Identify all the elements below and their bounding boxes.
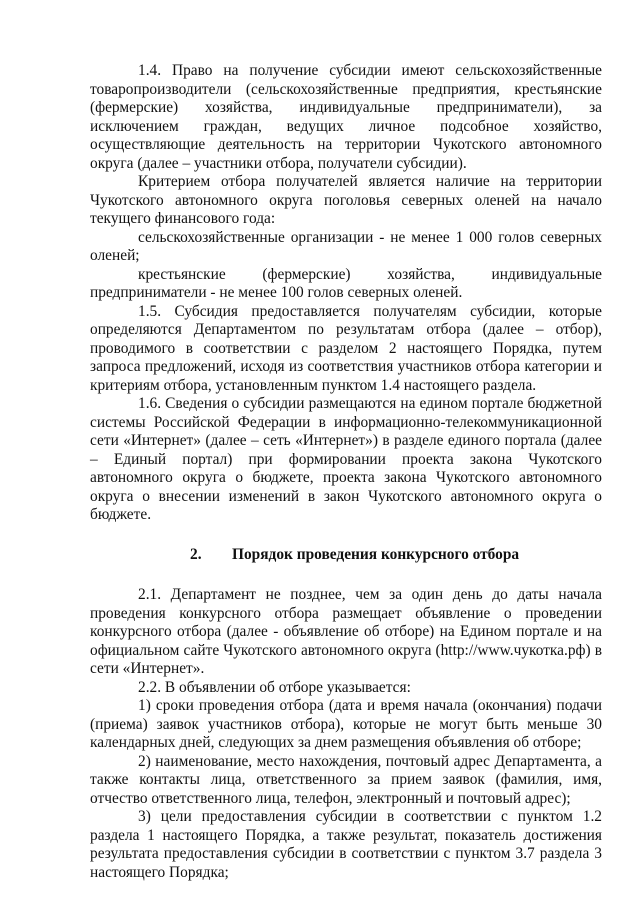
paragraph-criterion-farms: крестьянские (фермерские) хозяйства, индивидуальные предприниматели - не менее 100 голов северных оленей. xyxy=(90,265,602,301)
paragraph-2-2-item-2: 2) наименование, место нахождения, почтовый адрес Департамента, а также контакты лица, ответственного за прием заявок (фамилия, имя, отчество ответственного лица, телефон, электронный и почтовый адрес); xyxy=(90,752,602,807)
paragraph-criterion-organizations: сельскохозяйственные организации - не менее 1 000 голов северных оленей; xyxy=(90,228,602,264)
section-2-number: 2. xyxy=(190,545,202,563)
paragraph-2-2-item-3: 3) цели предоставления субсидии в соответствии с пунктом 1.2 раздела 1 настоящего Порядка, а также результат, показатель достижения результата предоставления субсидии в соответствии с пунктом 3.7 раздела 3 настоящего Порядка; xyxy=(90,808,602,881)
paragraph-selection-criterion: Критерием отбора получателей является наличие на территории Чукотского автономного округа поголовья северных оленей на начало текущего финансового года: xyxy=(90,173,602,227)
document-page xyxy=(90,62,602,882)
paragraph-1-6: 1.6. Сведения о субсидии размещаются на едином портале бюджетной системы Российской Федерации в информационно-телекоммуникационной сети «Интернет» (далее – сеть «Интернет») в разделе единого портала (далее – Единый портал) при формировании проекта закона Чукотского автономного округа о бюджете, проекта закона Чукотского автономного округа о внесении изменений в закон Чукотского автономного округа о бюджете. xyxy=(90,395,602,523)
paragraph-2-1: 2.1. Департамент не позднее, чем за один день до даты начала проведения конкурсного отбора размещает объявление о проведении конкурсного отбора (далее - объявление об отборе) на Едином портале и на официальном сайте Чукотского автономного округа (http://www.чукотка.рф) в сети «Интернет». xyxy=(90,586,602,677)
paragraph-2-2-item-1: 1) сроки проведения отбора (дата и время начала (окончания) подачи (приема) заявок участников отбора), которые не могут быть меньше 30 календарных дней, следующих за днем размещения объявления об отборе; xyxy=(90,697,602,751)
paragraph-1-5: 1.5. Субсидия предоставляется получателям субсидии, которые определяются Департаментом по результатам отбора (далее – отбор), проводимого в соответствии с разделом 2 настоящего Порядка, путем запроса предложений, исходя из соответствия участников отбора категории и критериям отбора, установленным пунктом 1.4 настоящего раздела. xyxy=(90,302,602,394)
section-2-title: Порядок проведения конкурсного отбора xyxy=(232,545,520,563)
paragraph-2-2: 2.2. В объявлении об отборе указывается: xyxy=(138,678,411,696)
section-2-heading xyxy=(90,546,602,565)
paragraph-1-4: 1.4. Право на получение субсидии имеют сельскохозяйственные товаропроизводители (сельскохозяйственные предприятия, крестьянские (фермерские) хозяйства, индивидуальные предприниматели), за исключением граждан, ведущих личное подсобное хозяйство, осуществляющие деятельность на территории Чукотского автономного округа (далее – участники отбора, получатели субсидии). xyxy=(90,62,602,172)
